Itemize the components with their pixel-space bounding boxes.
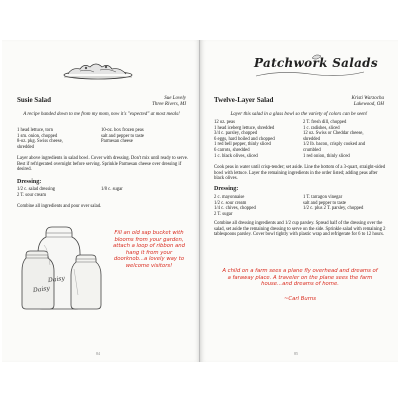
jar-label-2: Daisy bbox=[47, 274, 66, 285]
inspirational-quote: A child on a farm sees a plane fly overhead and dreams of a faraway place. A traveler on the plane sees the farm house...and dreams of home. bbox=[222, 268, 378, 288]
dressing-column-1: 2 c. mayonnaise 1/2 c. sour cream 1/4 c. chives, chopped 2 T. sugar bbox=[214, 195, 256, 217]
recipe-byline bbox=[310, 96, 384, 108]
ingredients-column-2: 10-oz. box frozen peas salt and pepper to taste Parmesan cheese bbox=[101, 128, 144, 145]
recipe-directions: Cook peas in water until crisp-tender; set aside. Line the bottom of a 3-quart, straight-sided bowl with lettuce. Layer the remaining ingredients in the order listed; adding peas after black olives. bbox=[214, 165, 386, 182]
dressing-directions: Combine all dressing ingredients and 1/2 cup parsley. Spread half of the dressing over the salad, set aside the remaining dressing to serve on the side. Sprinkle salad with remaining 2 tablespoons parsley. Cover bowl tightly with plastic wrap and refrigerate for 6 to 12 hours. bbox=[214, 221, 386, 238]
quote-attribution: ~Carl Burns bbox=[283, 296, 316, 302]
author-location: Lakewood, OH bbox=[353, 102, 384, 107]
ingredients-column-1: 1 head lettuce, torn 1 sm. onion, chopped 8-oz. pkg. Swiss cheese, shredded bbox=[17, 128, 63, 150]
jar-label-1: Daisy bbox=[32, 284, 51, 295]
page-number: 85 bbox=[294, 351, 298, 356]
author-location: Three Rivers, MI bbox=[152, 102, 186, 107]
dressing-directions: Combine all ingredients and pour over salad. bbox=[17, 204, 102, 209]
recipe-title: Twelve-Layer Salad bbox=[214, 96, 274, 104]
recipe-byline bbox=[112, 96, 186, 108]
decorating-tip: Fill an old sap bucket with blooms from your garden, attach a loop of ribbon and hang it from your doorknob...a lovely way to welcome visitors! bbox=[113, 230, 185, 269]
recipe-intro: A recipe handed down to me from my mom, now it's "expected" at most meals! bbox=[23, 112, 180, 117]
food-platter-illustration bbox=[60, 57, 136, 81]
author-name: Kristi Warzocha bbox=[351, 96, 384, 101]
dressing-column-2: 1/8 c. sugar bbox=[101, 187, 123, 192]
recipe-directions: Layer above ingredients in salad bowl. Cover with dressing. Don't mix until ready to serve. Best if refrigerated overnight before serving. Sprinkle Parmesan cheese over dressing if desired. bbox=[17, 156, 188, 173]
section-title: Patchwork Salads bbox=[254, 56, 378, 70]
recipe-title: Susie Salad bbox=[17, 96, 52, 104]
page-number: 84 bbox=[96, 351, 100, 356]
dressing-column-1: 1/2 c. salad dressing 2 T. sour cream bbox=[17, 187, 56, 198]
author-name: Sue Lovely bbox=[164, 96, 186, 101]
ingredients-column-1: 12 oz. peas 1 head iceberg lettuce, shredded 3/4 c. parsley, chopped 6 eggs, hard boiled and chopped 1 red bell pepper, thinly sliced 6 carrots, shredded 1 c. black olives, sliced bbox=[214, 120, 275, 159]
right-page bbox=[200, 40, 398, 362]
recipe-intro: Layer this salad in a glass bowl so the variety of colors can be seen! bbox=[230, 112, 368, 117]
left-page bbox=[2, 40, 200, 362]
dressing-heading: Dressing: bbox=[214, 186, 239, 192]
dressing-column-2: 1 T. tarragon vinegar salt and pepper to taste 1/2 c. plus 2 T. parsley, chopped bbox=[303, 195, 364, 212]
jars-illustration bbox=[20, 225, 102, 311]
dressing-heading: Dressing: bbox=[17, 179, 42, 185]
ingredients-column-2: 2 T. fresh dill, chopped 1 c. radishes, sliced 12 oz. Swiss or Cheddar cheese, shredded 1/2 lb. bacon, crisply cooked and crumbled 1 red onion, thinly sliced bbox=[303, 120, 366, 159]
